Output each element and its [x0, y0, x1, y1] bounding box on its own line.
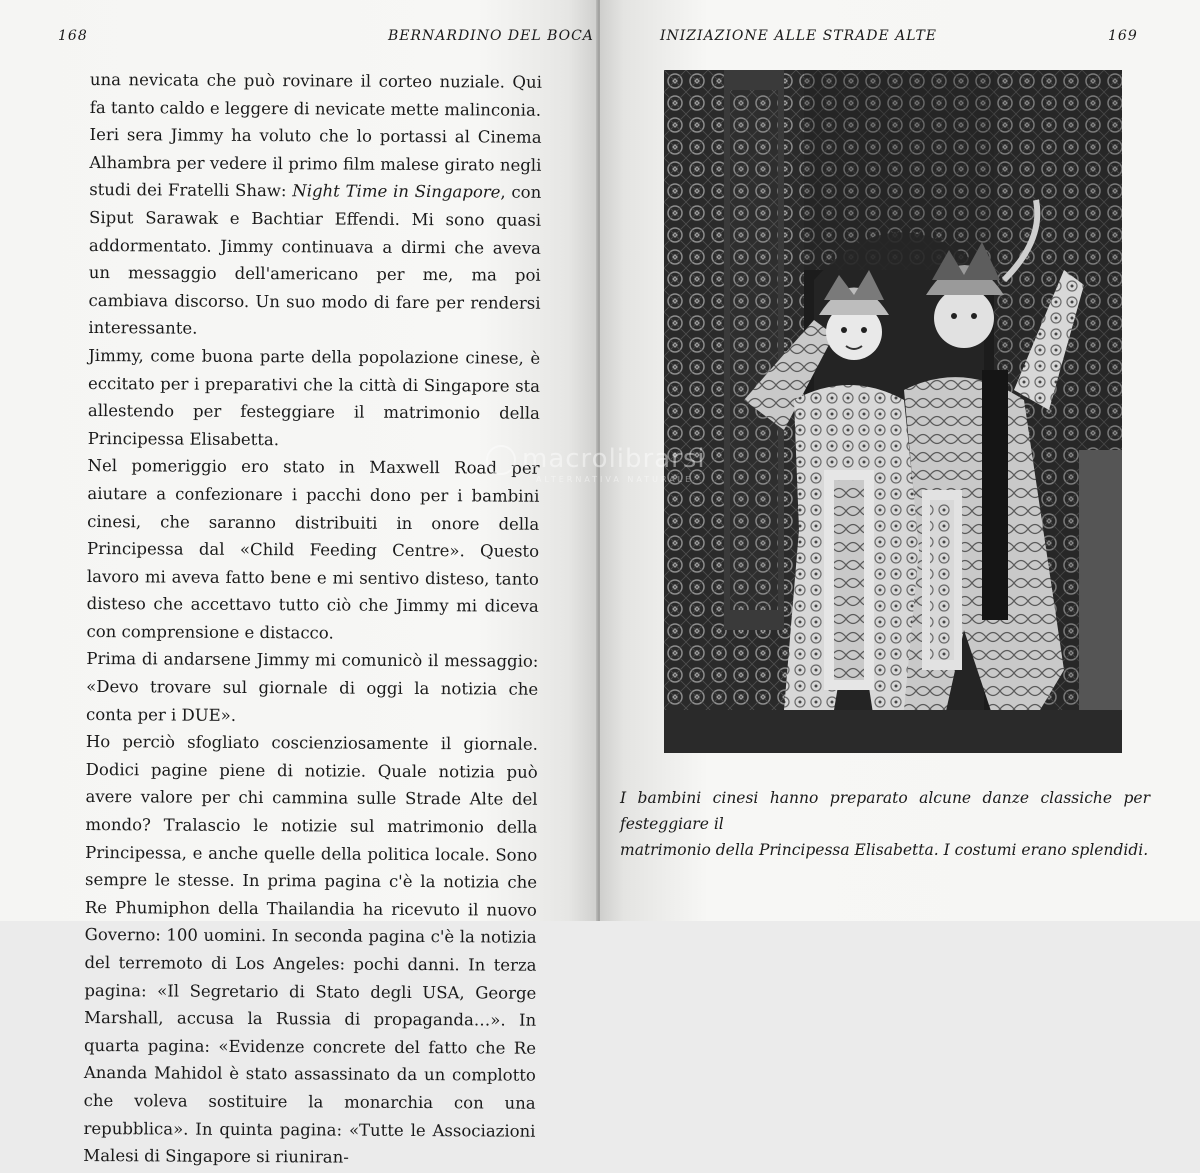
dance-photograph: [664, 70, 1122, 753]
watermark-subtext: ALTERNATIVA NATURALE: [536, 474, 694, 484]
paragraph-2-start: Ieri sera Jimmy ha voluto che lo portassi al Cinema Alhambra per vedere il primo film malese girato negli studi dei Fratelli Shaw:: [89, 125, 542, 201]
watermark: [486, 444, 706, 484]
running-head-right: INIZIAZIONE ALLE STRADE ALTE: [660, 28, 938, 44]
photo-illustration: [664, 70, 1122, 753]
film-title: Night Time in Singapore: [292, 181, 501, 202]
photo-caption: [620, 785, 1150, 863]
watermark-text: macrolibrarsi: [522, 444, 706, 474]
running-head-left: BERNARDINO DEL BOCA: [388, 28, 594, 44]
paragraph-6: Ho perciò sfogliato coscienziosamente il giornale. Dodici pagine piene di notizie. Quale notizia può avere valore per chi cammina sulle Strade Alte del mondo? Tralascio le notizie sul matrimonio della Principessa, e anche quelle della politica locale. Sono sempre le stesse. In prima pagina c'è la notizia che Re Phumiphon della Thailandia ha ricevuto il nuovo Governo: 100 uomini. In seconda pagina c'è la notizia del terremoto di Los Angeles: pochi danni. In terza pagina: «Il Segretario di Stato degli USA, George Marshall, accusa la Russia di propaganda…». In quarta pagina: «Evidenze concrete del fatto che Re Ananda Mahidol è stato assassinato da un complotto che voleva sostituire la monarchia con una repubblica». In quinta pagina: «Tutte le Associazioni Malesi di Singapore si riuniran-: [83, 732, 538, 1167]
paragraph-4: Nel pomeriggio ero stato in Maxwell Road per aiutare a confezionare i pacchi dono per i bambini cinesi, che saranno distribuiti in onore della Principessa dal «Child Feeding Centre». Questo lavoro mi aveva fatto bene e mi sentivo disteso, tanto disteso che accettavo tutto ciò che Jimmy mi diceva con comprensione e distacco.: [86, 456, 540, 643]
page-number-right: 169: [1108, 28, 1138, 44]
paragraph-1: una nevicata che può rovinare il corteo nuziale. Qui fa tanto caldo e leggere di nevicate mette malinconia.: [89, 69, 542, 120]
paragraph-2-end: , con Siput Sarawak e Bachtiar Effendi. Mi sono quasi addormentato. Jimmy continuava a dirmi che aveva un messaggio dell'americano per me, ma poi cambiava discorso. Un suo modo di fare per rendersi interessante.: [88, 182, 542, 339]
watermark-leaf-icon: [486, 445, 516, 475]
paragraph-2: [88, 121, 541, 345]
caption-line-1: I bambini cinesi hanno preparato alcune danze classiche per festeggiare il: [620, 789, 1150, 833]
paragraph-3: Jimmy, come buona parte della popolazione cinese, è eccitato per i preparativi che la città di Singapore sta allestendo per festeggiare il matrimonio della Principessa Elisabetta.: [87, 345, 541, 449]
body-text: [83, 66, 542, 1172]
paragraph-5: Prima di andarsene Jimmy mi comunicò il messaggio: «Devo trovare sul giornale di oggi la notizia che conta per i DUE».: [85, 649, 539, 725]
caption-line-2: matrimonio della Principessa Elisabetta. I costumi erano splendidi.: [620, 841, 1149, 859]
page-number-left: 168: [58, 28, 88, 44]
